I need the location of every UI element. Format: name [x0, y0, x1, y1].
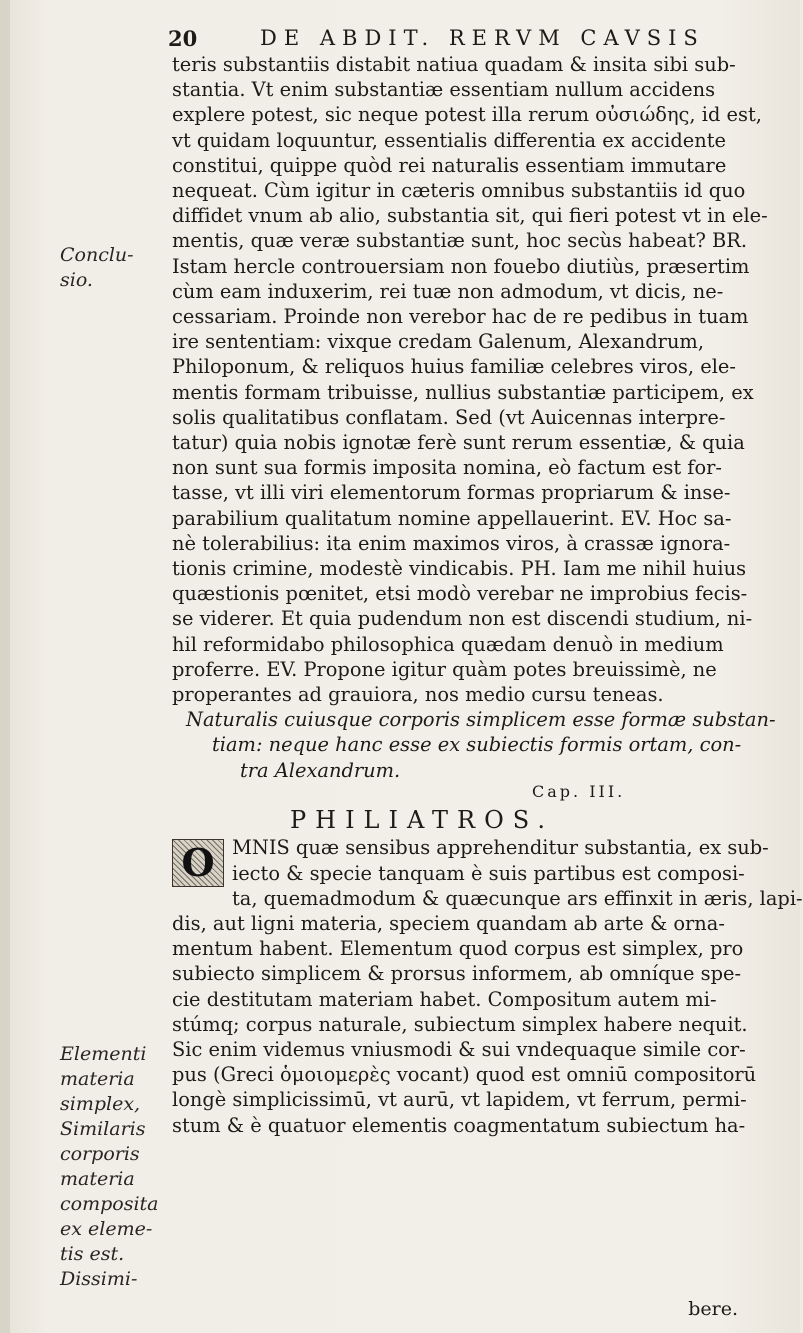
text-line: stúmq; corpus naturale, subiectum simplex habere nequit.: [172, 1012, 748, 1036]
text-line: ire sententiam: vixque credam Galenum, Alexandrum,: [172, 330, 704, 354]
margin-note-line: Dissimi-: [60, 1268, 138, 1290]
text-line: parabilium qualitatum nomine appellauerint. EV. Hoc sa-: [172, 506, 732, 530]
margin-note-conclusio: [60, 243, 160, 293]
margin-note-line: corporis: [60, 1143, 140, 1165]
text-line: tra Alexandrum.: [240, 758, 401, 782]
margin-note-line: Conclu-: [60, 244, 134, 266]
text-line: longè simplicissimū, vt aurū, vt lapidem, vt ferrum, permi-: [172, 1088, 747, 1112]
text-line: cie destitutam materiam habet. Compositum autem mi-: [172, 987, 717, 1011]
text-line: diffidet vnum ab alio, substantia sit, qui fieri potest vt in ele-: [172, 204, 768, 228]
margin-note-line: composita: [60, 1193, 159, 1215]
margin-note-line: ex eleme-: [60, 1218, 153, 1240]
text-line: constitui, quippe quòd rei naturalis essentiam immutare: [172, 153, 727, 177]
text-line: hil reformidabo philosophica quædam denuò in medium: [172, 632, 724, 656]
margin-note-elementi: [60, 1042, 160, 1292]
page-number: 20: [168, 26, 198, 51]
text-line: Sic enim videmus vniusmodi & sui vndequaque simile cor-: [172, 1037, 746, 1061]
text-line: nequeat. Cùm igitur in cæteris omnibus substantiis id quo: [172, 179, 746, 203]
text-line: stantia. Vt enim substantiæ essentiam nullum accidens: [172, 78, 716, 102]
text-line: tionis crimine, modestè vindicabis. PH. Iam me nihil huius: [172, 557, 747, 581]
main-text: [172, 52, 803, 1138]
margin-note-line: Elementi: [60, 1043, 147, 1065]
margin-note-line: materia: [60, 1168, 135, 1190]
page-gutter: [0, 0, 10, 1333]
text-line: tatur) quia nobis ignotæ ferè sunt rerum essentiæ, & quia: [172, 431, 745, 455]
text-line: mentum habent. Elementum quod corpus est simplex, pro: [172, 937, 744, 961]
paragraph-chapter: [172, 835, 803, 1137]
text-line: MNIS quæ sensibus apprehenditur substantia, ex sub-: [232, 836, 769, 860]
text-line: dis, aut ligni materia, speciem quandam ab arte & orna-: [172, 911, 725, 935]
text-line: vt quidam loquuntur, essentialis differentia ex accidente: [172, 128, 726, 152]
text-line: mentis, quæ veræ substantiæ sunt, hoc secùs habeat? BR.: [172, 229, 748, 253]
text-line: pus (Greci ὁμοιομερὲς vocant) quod est omniū compositorū: [172, 1063, 757, 1087]
text-line: nè tolerabilius: ita enim maximos viros, à crassæ ignora-: [172, 531, 731, 555]
margin-note-line: materia: [60, 1068, 135, 1090]
margin-note-line: simplex,: [60, 1093, 141, 1115]
running-title: DE ABDIT. RERVM CAVSIS: [260, 26, 705, 50]
chapter-number: Cap. III.: [532, 781, 626, 801]
text-line: stum & è quatuor elementis coagmentatum subiectum ha-: [172, 1113, 746, 1137]
margin-note-line: Similaris: [60, 1118, 146, 1140]
text-line: tasse, vt illi viri elementorum formas propriarum & inse-: [172, 481, 731, 505]
text-line: se viderer. Et quia pudendum non est discendi studium, ni-: [172, 607, 753, 631]
text-line: solis qualitatibus conflatam. Sed (vt Auicennas interpre-: [172, 405, 726, 429]
text-line: non sunt sua formis imposita nomina, eò factum est for-: [172, 456, 722, 480]
text-line: mentis formam tribuisse, nullius substantiæ participem, ex: [172, 380, 754, 404]
proposition-heading: [172, 707, 776, 783]
text-line: proferre. EV. Propone igitur quàm potes breuissimè, ne: [172, 657, 717, 681]
margin-note-line: sio.: [60, 269, 93, 291]
text-line: Naturalis cuiusque corporis simplicem esse formæ substan-: [186, 708, 776, 732]
text-line: cessariam. Proinde non verebor hac de re pedibus in tuam: [172, 305, 749, 329]
text-line: Philoponum, & reliquos huius familiæ celebres viros, ele-: [172, 355, 736, 379]
text-line: teris substantiis distabit natiua quadam & insita sibi sub-: [172, 53, 736, 76]
margin-note-line: tis est.: [60, 1243, 125, 1265]
text-line: subiecto simplicem & prorsus informem, ab omníque spe-: [172, 962, 742, 986]
text-line: explere potest, sic neque potest illa rerum οὐσιώδης, id est,: [172, 103, 762, 127]
paragraph-disputation: [172, 52, 768, 707]
text-line: ta, quemadmodum & quæcunque ars effinxit in æris, lapi-: [232, 886, 803, 910]
catchword: bere.: [688, 1298, 738, 1320]
text-line: tiam: neque hanc esse ex subiectis formis ortam, con-: [212, 733, 742, 757]
text-line: cùm eam induxerim, rei tuæ non admodum, vt dicis, ne-: [172, 279, 724, 303]
text-line: iecto & specie tanquam è suis partibus est composi-: [232, 861, 745, 885]
speaker-heading: PHILIATROS.: [290, 806, 554, 835]
text-line: Istam hercle controuersiam non fouebo diutiùs, præsertim: [172, 254, 750, 278]
text-line: quæstionis pœnitet, etsi modò verebar ne improbius fecis-: [172, 582, 748, 606]
text-line: properantes ad grauiora, nos medio cursu teneas.: [172, 683, 664, 707]
decorated-initial: O: [172, 839, 224, 887]
